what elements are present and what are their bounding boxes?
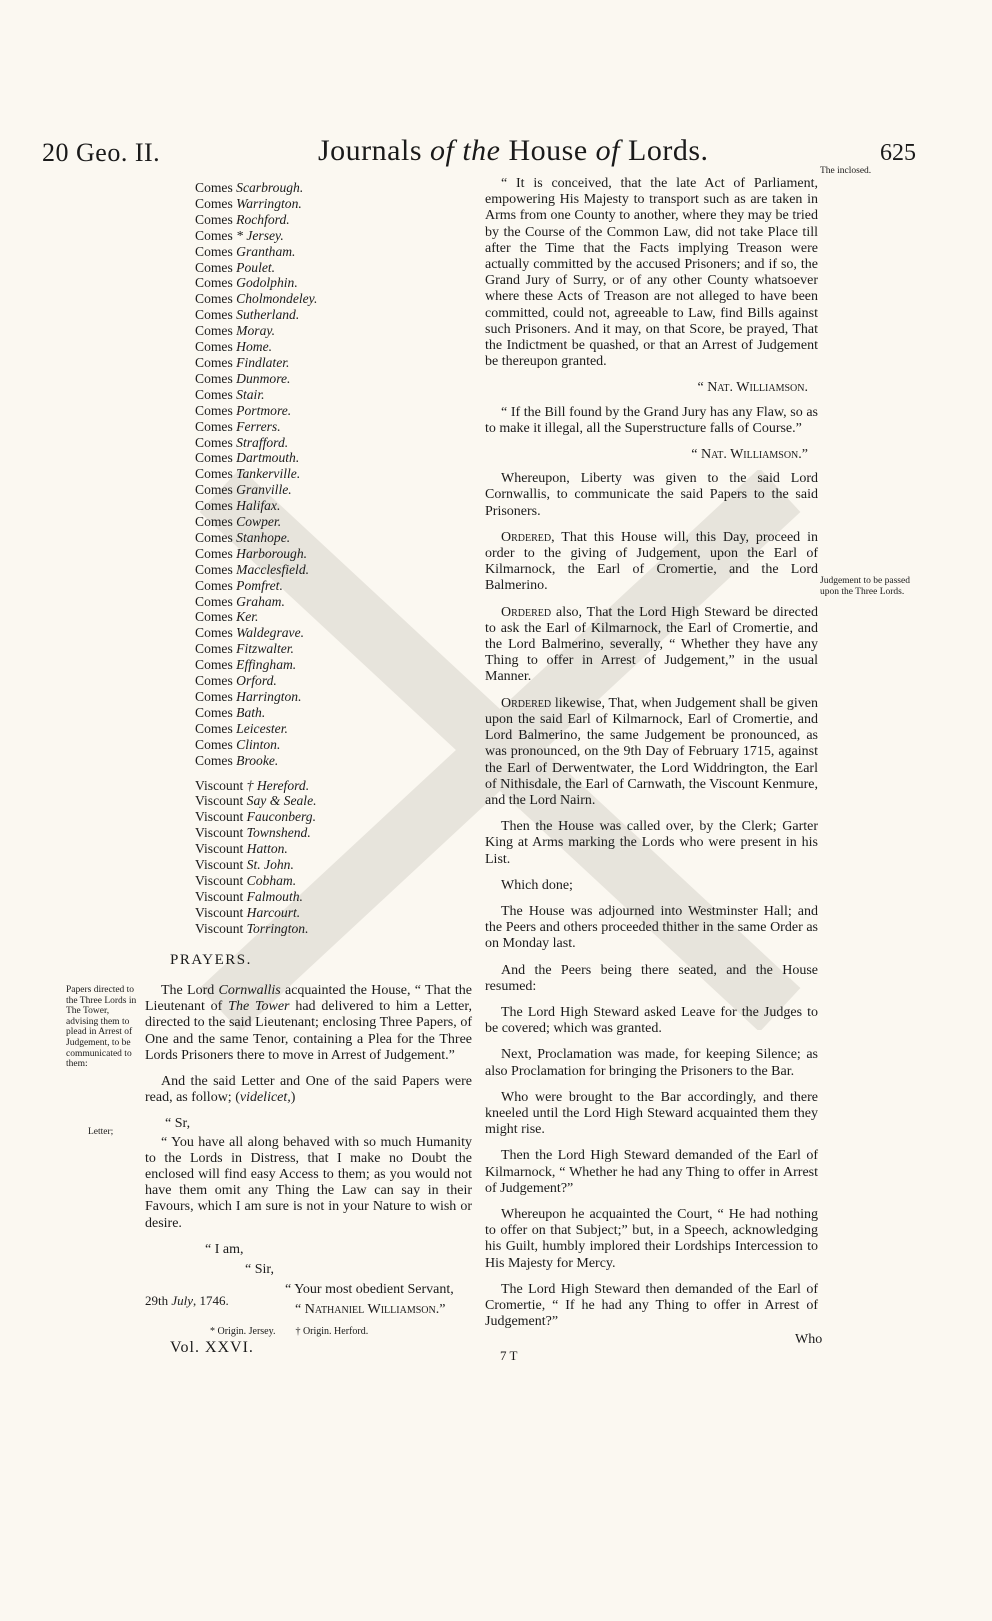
lord-name: Strafford. <box>236 434 289 450</box>
title-prefix: Comes <box>195 259 237 275</box>
earl-entry <box>195 705 465 721</box>
earl-entry <box>195 657 465 673</box>
lords-present-list <box>195 180 465 937</box>
earl-entry <box>195 689 465 705</box>
lord-name: Pomfret. <box>236 577 283 593</box>
lord-name: Macclesfield. <box>236 561 310 577</box>
earl-entry <box>195 753 465 769</box>
viscount-entry <box>195 825 465 841</box>
title-prefix: Comes <box>195 243 237 259</box>
lord-name: Bath. <box>236 704 266 720</box>
title-prefix: Comes <box>195 720 237 736</box>
lord-name: Dartmouth. <box>236 450 300 466</box>
title-prefix: Comes <box>195 482 237 498</box>
letter-i-am: “ I am, <box>205 1241 244 1257</box>
ordered-paragraph-2: Ordered also, That the Lord High Steward be directed to ask the Earl of Kilmarnock, the Earl of Cromertie, and the Lord Balmerino, severally, “ Whether they have any Thing to offer in Arrest of Judgement,” in the usual Manner. <box>485 604 818 685</box>
lord-name: Say & Seale. <box>246 793 317 809</box>
title-prefix: Viscount <box>195 809 247 825</box>
regnal-year: 20 Geo. II. <box>42 138 161 167</box>
title-prefix: Viscount <box>195 777 247 793</box>
lord-name: Halifax. <box>236 498 281 514</box>
proclamation-paragraph: Next, Proclamation was made, for keeping Silence; as also Proclamation for bringing the Prisoners to the Bar. <box>485 1047 818 1079</box>
letter-body: “ You have all along behaved with so much Humanity to the Lords in Distress, that I make no Doubt the enclosed will find easy Access to them; as you would not have them omit any Thing the Law can say in their Favours, which I am sure is not in your Nature to wish or desire. <box>145 1134 472 1231</box>
title-prefix: Comes <box>195 498 237 514</box>
lord-name: Torrington. <box>246 920 309 936</box>
title-prefix: Viscount <box>195 857 247 873</box>
earl-entry <box>195 737 465 753</box>
lord-name: Waldegrave. <box>236 625 305 641</box>
earl-entry <box>195 450 465 466</box>
earl-entry <box>195 339 465 355</box>
lord-name: Hatton. <box>246 841 288 857</box>
lord-name: Townshend. <box>246 825 311 841</box>
lord-name: Falmouth. <box>246 888 303 904</box>
earl-entry <box>195 514 465 530</box>
earl-entry <box>195 419 465 435</box>
lord-name: Dunmore. <box>236 370 291 386</box>
called-over-paragraph: Then the House was called over, by the Clerk; Garter King at Arms marking the Lords who were present in his List. <box>485 819 818 867</box>
ordered-paragraph-3: Ordered likewise, That, when Judgement shall be given upon the said Earl of Kilmarnock, Earl of Cromertie, and Lord Balmerino, the same Judgement be pronounced, as was pronounced, on the 9th Day of February 1715, against the Earl of Derwentwater, the Lord Widdrington, the Earl of Nithisdale, the Earl of Carnwath, the Viscount Kenmure, and the Lord Nairn. <box>485 695 818 808</box>
lord-name: Findlater. <box>236 354 290 370</box>
title-prefix: Comes <box>195 434 237 450</box>
title-prefix: Comes <box>195 418 237 434</box>
earl-entry <box>195 625 465 641</box>
letter-signature: “ Nathaniel Williamson.” <box>295 1302 446 1318</box>
viscount-entry <box>195 889 465 905</box>
title-prefix: Viscount <box>195 904 247 920</box>
title-prefix: Comes <box>195 211 237 227</box>
earl-entry <box>195 228 465 244</box>
judges-covered-paragraph: The Lord High Steward asked Leave for the Judges to be covered; which was granted. <box>485 1004 818 1037</box>
margin-note-letter: Letter; <box>88 1127 114 1137</box>
title-prefix: Comes <box>195 307 237 323</box>
lord-name: Fauconberg. <box>246 809 317 825</box>
title-prefix: Comes <box>195 466 237 482</box>
title-prefix: Comes <box>195 339 237 355</box>
title-prefix: Comes <box>195 354 237 370</box>
title-prefix: Comes <box>195 704 237 720</box>
earl-entry <box>195 530 465 546</box>
earl-entry <box>195 180 465 196</box>
letter-sir: “ Sir, <box>245 1262 274 1278</box>
margin-note-papers: Papers directed to the Three Lords in The Tower, advising them to plead in Arrest of Judgement, to be communicated to them: <box>66 985 137 1070</box>
title-prefix: Comes <box>195 370 237 386</box>
lord-name: Poulet. <box>236 259 276 275</box>
earl-entry <box>195 673 465 689</box>
liberty-paragraph: Whereupon, Liberty was given to the said Lord Cornwallis, to communicate the said Papers to the said Prisoners. <box>485 471 818 519</box>
earl-entry <box>195 482 465 498</box>
viscount-entry <box>195 873 465 889</box>
lord-name: Tankerville. <box>236 466 301 482</box>
earl-entry <box>195 212 465 228</box>
which-done: Which done; <box>501 877 573 893</box>
cromertie-demand-paragraph: The Lord High Steward then demanded of the Earl of Cromertie, “ If he had any Thing to offer in Arrest of Judgement?” <box>485 1281 818 1330</box>
signature-mark: 7 T <box>500 1348 518 1363</box>
margin-note-judgement: Judgement to be passed upon the Three Lords. <box>820 576 910 597</box>
running-title: Journals of the House of Lords. <box>318 134 709 167</box>
viscount-entry <box>195 809 465 825</box>
lord-name: Sutherland. <box>236 307 300 323</box>
title-prefix: Viscount <box>195 793 247 809</box>
lord-name: Effingham. <box>236 657 297 673</box>
title-prefix: Comes <box>195 402 237 418</box>
lord-name: Cowper. <box>236 514 282 530</box>
margin-note-inclosed: The inclosed. <box>820 166 872 176</box>
title-prefix: Comes <box>195 227 237 243</box>
kilmarnock-demand-paragraph: Then the Lord High Steward demanded of the Earl of Kilmarnock, “ Whether he had any Thing to offer in Arrest of Judgement?” <box>485 1148 818 1196</box>
title-prefix: Comes <box>195 323 237 339</box>
title-prefix: Comes <box>195 577 237 593</box>
earl-entry <box>195 387 465 403</box>
viscount-entry <box>195 793 465 809</box>
earl-entry <box>195 562 465 578</box>
lord-name: Rochford. <box>236 211 290 227</box>
lord-name: Cobham. <box>246 872 297 888</box>
earl-entry <box>195 355 465 371</box>
title-prefix: Comes <box>195 275 237 291</box>
lord-name: Warrington. <box>236 195 302 211</box>
title-prefix: Comes <box>195 625 237 641</box>
title-prefix: Comes <box>195 673 237 689</box>
earl-entry <box>195 546 465 562</box>
lord-name: † Hereford. <box>246 777 310 793</box>
earl-entry <box>195 275 465 291</box>
title-prefix: Comes <box>195 545 237 561</box>
earl-entry <box>195 721 465 737</box>
title-prefix: Comes <box>195 195 237 211</box>
earl-entry <box>195 578 465 594</box>
flaw-paragraph: “ If the Bill found by the Grand Jury has any Flaw, so as to make it illegal, all the Superstructure falls of Course.” <box>485 404 818 436</box>
viscount-entry <box>195 857 465 873</box>
volume-number: Vol. XXVI. <box>170 1339 254 1356</box>
lord-name: Grantham. <box>236 243 296 259</box>
lord-name: Harrington. <box>236 689 302 704</box>
viscount-entry <box>195 841 465 857</box>
earl-entry <box>195 498 465 514</box>
title-prefix: Comes <box>195 386 237 402</box>
title-prefix: Comes <box>195 752 237 768</box>
lord-name: Portmore. <box>236 402 292 418</box>
list-gap <box>195 769 465 778</box>
lord-name: Brooke. <box>236 752 279 768</box>
lord-name: Scarbrough. <box>236 180 304 195</box>
title-prefix: Viscount <box>195 841 247 857</box>
viscount-entry <box>195 921 465 937</box>
earl-entry <box>195 371 465 387</box>
viscount-entry <box>195 778 465 794</box>
footnotes: * Origin. Jersey. † Origin. Herford. <box>210 1326 369 1337</box>
title-prefix: Comes <box>195 514 237 530</box>
title-prefix: Comes <box>195 291 237 307</box>
kilmarnock-reply-paragraph: Whereupon he acquainted the Court, “ He had nothing to offer on that Subject;” but, in a Speech, acknowledging his Guilt, humbly implored their Lordships Intercession to His Majesty for Mercy. <box>485 1206 818 1271</box>
title-prefix: Viscount <box>195 888 247 904</box>
lord-name: * Jersey. <box>236 227 284 243</box>
lord-name: Leicester. <box>236 720 288 736</box>
letter-date: 29th July, 1746. <box>145 1293 229 1308</box>
earl-entry <box>195 641 465 657</box>
lord-name: Stair. <box>236 386 265 402</box>
cornwallis-paragraph: The Lord Cornwallis acquainted the House, “ That the Lieutenant of The Tower had delivered to him a Letter, directed to the said Lieutenant; enclosing Three Papers, of One and the same Tenor, containing a Plea for the Three Lords Prisoners there to move in Arrest of Judgement.” <box>145 983 473 1063</box>
page-number: 625 <box>880 140 916 166</box>
earl-entry <box>195 609 465 625</box>
lord-name: Graham. <box>236 593 285 609</box>
lord-name: Cholmondeley. <box>236 291 318 307</box>
plea-paragraph: “ It is conceived, that the late Act of Parliament, empowering His Majesty to transport such as are taken in Arms from one County to another, where they may be tried by the Course of the Common Law, did not take Place till after the Time that the Facts implying Treason were actually committed by the accused Prisoners; and if so, the Grand Jury of Surry, or of any other County whatsoever where these Acts of Treason are not alleged to have been committed, could not, agreeable to Law, find Bills against such Prisoners. And it may, on that Score, be prayed, That the Indictment be quashed, or that an Arrest of Judgement be thereupon granted. <box>485 176 818 370</box>
title-prefix: Viscount <box>195 872 247 888</box>
earl-entry <box>195 403 465 419</box>
lord-name: St. John. <box>246 857 294 873</box>
title-prefix: Comes <box>195 657 237 673</box>
title-prefix: Viscount <box>195 825 247 841</box>
ordered-paragraph-1: Ordered, That this House will, this Day, proceed in order to the giving of Judgement, upon the Earl of Kilmarnock, the Earl of Cromertie, and the Lord Balmerino. <box>485 529 818 594</box>
left-column <box>145 983 472 1329</box>
lord-name: Ferrers. <box>236 418 281 434</box>
earl-entry <box>195 260 465 276</box>
lord-name: Fitzwalter. <box>236 641 294 657</box>
title-prefix: Comes <box>195 689 237 704</box>
title-prefix: Comes <box>195 180 237 195</box>
plea-signature-2: “ Nat. Williamson.” <box>691 447 808 463</box>
title-prefix: Comes <box>195 561 237 577</box>
earl-entry <box>195 291 465 307</box>
letter-closing: “ Your most obedient Servant, <box>285 1282 454 1298</box>
lord-name: Ker. <box>236 609 259 625</box>
viscount-entry <box>195 905 465 921</box>
earl-entry <box>195 196 465 212</box>
earl-entry <box>195 307 465 323</box>
plea-signature-1: “ Nat. Williamson. <box>697 380 808 396</box>
earl-entry <box>195 435 465 451</box>
lord-name: Orford. <box>236 673 277 689</box>
peers-seated-paragraph: And the Peers being there seated, and the House resumed: <box>485 962 818 994</box>
lord-name: Godolphin. <box>236 275 298 291</box>
earl-entry <box>195 323 465 339</box>
title-prefix: Comes <box>195 736 237 752</box>
earl-entry <box>195 466 465 482</box>
title-prefix: Comes <box>195 641 237 657</box>
right-column <box>485 176 818 1340</box>
title-prefix: Comes <box>195 593 237 609</box>
lord-name: Stanhope. <box>236 529 291 545</box>
adjourned-paragraph: The House was adjourned into Westminster Hall; and the Peers and others proceeded thither in the same Order as on Monday last. <box>485 903 818 952</box>
lord-name: Granville. <box>236 482 292 498</box>
prisoners-brought-paragraph: Who were brought to the Bar accordingly, and there kneeled until the Lord High Steward acquainted them they might rise. <box>485 1089 818 1138</box>
lord-name: Harcourt. <box>246 904 301 920</box>
lord-name: Moray. <box>236 323 276 339</box>
lord-name: Harborough. <box>236 545 308 561</box>
catchword: Who <box>795 1332 823 1347</box>
letter-salutation: “ Sr, <box>165 1116 191 1132</box>
earl-entry <box>195 594 465 610</box>
earl-entry <box>195 244 465 260</box>
letter-read-paragraph: And the said Letter and One of the said Papers were read, as follow; (videlicet,) <box>145 1074 472 1106</box>
lord-name: Clinton. <box>236 736 281 752</box>
title-prefix: Comes <box>195 609 237 625</box>
title-prefix: Comes <box>195 450 237 466</box>
title-prefix: Comes <box>195 529 237 545</box>
title-prefix: Viscount <box>195 920 247 936</box>
lord-name: Home. <box>236 339 273 355</box>
prayers-heading: PRAYERS. <box>170 952 252 968</box>
